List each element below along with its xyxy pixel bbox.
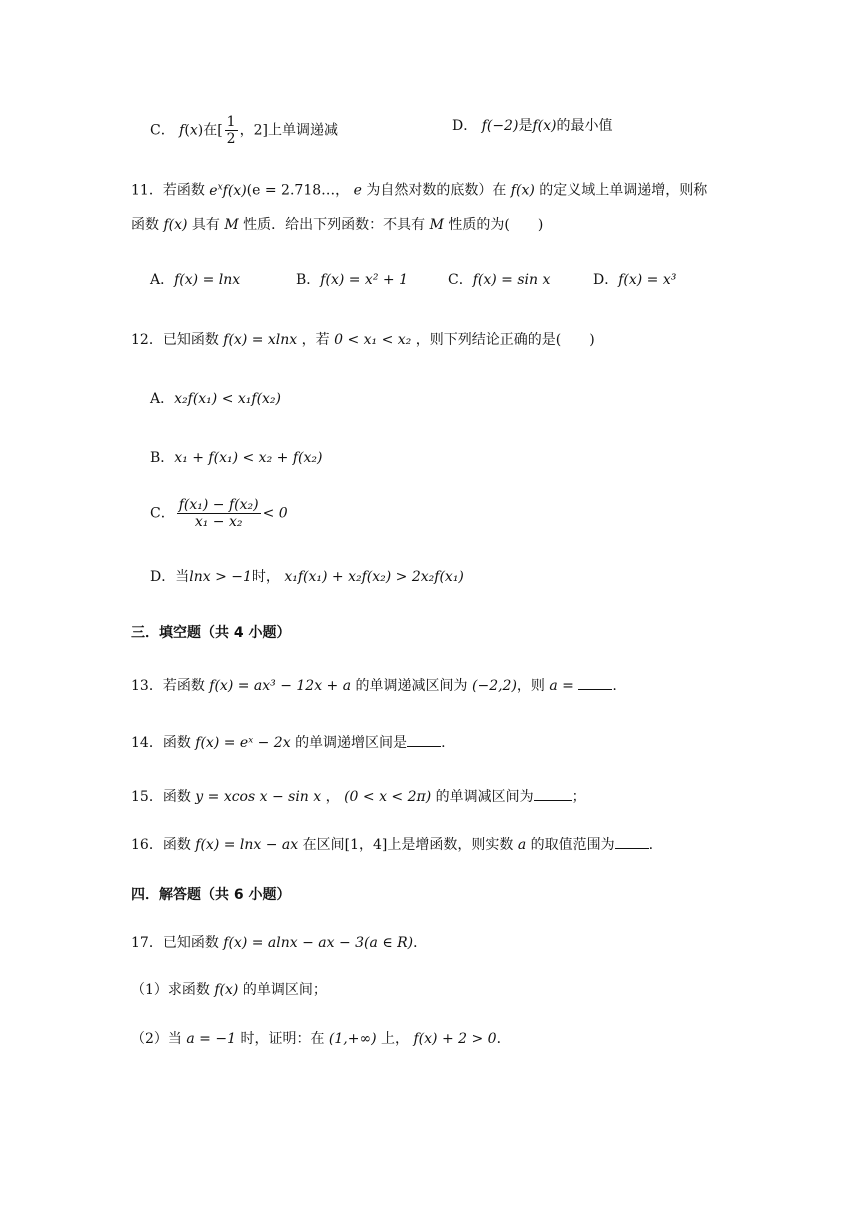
text: 的定义域上单调递增，则称 xyxy=(539,182,708,199)
q11-option-a xyxy=(150,270,240,290)
text: . xyxy=(612,678,617,694)
q11-option-d xyxy=(593,270,676,290)
q14 xyxy=(131,733,446,753)
math-expression: x₁ + f(x₁) < x₂ + f(x₂) xyxy=(174,450,323,466)
math-expression: f(x) xyxy=(163,217,188,233)
math-expression: f(−2) xyxy=(481,118,519,134)
math-expression: a = xyxy=(549,678,574,694)
fraction-numerator: 1 xyxy=(226,114,236,130)
text: . xyxy=(441,735,446,751)
math-a: a xyxy=(517,837,527,853)
q17-part-1 xyxy=(131,980,327,1000)
option-label: D． xyxy=(593,272,619,288)
q13 xyxy=(131,676,617,696)
text: 的取值范围为 xyxy=(530,837,615,853)
question-number: 15． xyxy=(131,789,163,805)
option-label: C． xyxy=(448,272,473,288)
q12-stem xyxy=(131,330,595,350)
q17-stem xyxy=(131,933,427,953)
fraction xyxy=(177,497,261,530)
text: ，2]上单调递减 xyxy=(239,122,338,139)
option-label: A． xyxy=(150,272,175,288)
text: 的单调递增区间是 xyxy=(295,735,408,751)
math-expression: (1,+∞) xyxy=(328,1031,377,1047)
question-number: 17． xyxy=(131,935,163,951)
fraction-one-half xyxy=(225,114,238,147)
math-x: x xyxy=(189,122,198,139)
text: 若函数 xyxy=(162,182,205,199)
text: （1）求函数 xyxy=(131,982,210,998)
text: 的最小值 xyxy=(556,118,613,134)
text: . xyxy=(648,837,654,853)
fraction-numerator: f(x₁) − f(x₂) xyxy=(178,497,259,513)
text: 的单调减区间为 xyxy=(435,789,534,805)
section-heading-solutions: 四．解答题（共 6 小题） xyxy=(131,887,291,903)
math-m: M xyxy=(429,217,444,233)
fraction-denominator: x₁ − x₂ xyxy=(194,514,243,530)
q11-option-b xyxy=(296,270,408,290)
math-expression: f(x) = lnx xyxy=(174,272,241,288)
math-expression: f(x) = x³ xyxy=(618,272,677,288)
text: 性质．给出下列函数：不具有 xyxy=(243,217,426,233)
option-label: A． xyxy=(150,391,175,407)
q11-line-2 xyxy=(131,215,543,235)
text: 函数 xyxy=(131,217,159,233)
text: 具有 xyxy=(191,217,220,233)
question-number: 11． xyxy=(131,182,163,199)
text: 当 xyxy=(175,569,190,585)
q12-option-c xyxy=(150,497,288,530)
question-number: 14． xyxy=(131,735,163,751)
answer-blank[interactable] xyxy=(615,836,649,849)
text: ； xyxy=(571,789,586,805)
question-number: 16． xyxy=(131,837,163,853)
q12-option-b xyxy=(150,448,322,468)
math-expression: (−2,2) xyxy=(472,678,517,694)
math-f: f xyxy=(179,122,185,139)
math-expression: x₁f(x₁) + x₂f(x₂) > 2x₂f(x₁) xyxy=(284,569,464,585)
math-expression: f(x) = sin x xyxy=(472,272,551,288)
q11-line-1 xyxy=(131,177,707,201)
q12-option-d xyxy=(150,567,464,587)
text: 已知函数 xyxy=(162,935,219,951)
math-expression: y = xcos x − sin x xyxy=(195,789,322,805)
math-expression: a = −1 xyxy=(186,1031,236,1047)
text: （2）当 xyxy=(131,1031,182,1047)
q15 xyxy=(131,787,586,807)
text: ，若 xyxy=(301,332,330,348)
math-expression: f(x) = x² + 1 xyxy=(320,272,408,288)
q16 xyxy=(131,835,653,855)
text: 在[ xyxy=(203,122,223,139)
text: 时， xyxy=(251,569,280,585)
math-expression: f(x) = eˣ − 2x xyxy=(195,735,291,751)
question-number: 12． xyxy=(131,332,163,348)
option-label: C． xyxy=(150,505,175,522)
text: ， xyxy=(325,789,340,805)
math-expression: < 0 xyxy=(262,505,288,522)
text: 的单调区间； xyxy=(242,982,327,998)
option-label: B． xyxy=(296,272,321,288)
math-e: e xyxy=(353,182,362,199)
text: 若函数 xyxy=(162,678,205,694)
answer-blank[interactable] xyxy=(578,677,612,690)
q10-option-d xyxy=(452,116,612,136)
q17-part-2 xyxy=(131,1029,511,1049)
q12-option-a xyxy=(150,389,281,409)
text: ． xyxy=(496,1031,511,1047)
q10-option-c: C． f(x)在[ $\frac{1}{2}$ ，2]上单调递减 xyxy=(150,114,338,147)
math-expression: $e^xf(x)$ xyxy=(209,182,247,199)
math-expression: f(x) xyxy=(214,982,239,998)
text: 上， xyxy=(381,1031,410,1047)
option-label: D． xyxy=(452,118,478,134)
math-expression: f(x) xyxy=(532,118,557,134)
text: 函数 xyxy=(162,837,191,853)
text: 的单调递减区间为 xyxy=(355,678,468,694)
section-heading-fill-in: 三．填空题（共 4 小题） xyxy=(131,625,291,641)
text: ，则 xyxy=(516,678,545,694)
text: ． xyxy=(413,935,428,951)
math-expression: f(x) = alnx − ax − 3(a ∈ R) xyxy=(223,935,414,951)
math-expression: f(x) = lnx − ax xyxy=(195,837,299,853)
text: 函数 xyxy=(162,789,191,805)
text: 函数 xyxy=(162,735,191,751)
text: 为自然对数的底数）在 xyxy=(366,182,507,199)
math-expression: 0 < x₁ < x₂ xyxy=(334,332,412,348)
text: 是 xyxy=(518,118,533,134)
text: 性质的为( ) xyxy=(448,217,544,233)
text: 在区间[1，4]上是增函数，则实数 xyxy=(302,837,514,853)
answer-blank[interactable] xyxy=(534,788,572,801)
option-label: C． xyxy=(150,122,175,139)
text: 已知函数 xyxy=(162,332,219,348)
text: 时，证明：在 xyxy=(240,1031,325,1047)
text: (e = 2.718…， xyxy=(246,182,350,199)
math-expression: x₂f(x₁) < x₁f(x₂) xyxy=(174,391,281,407)
math-expression: f(x) = ax³ − 12x + a xyxy=(209,678,352,694)
answer-blank[interactable] xyxy=(407,734,441,747)
option-label: B． xyxy=(150,450,175,466)
q11-option-c xyxy=(448,270,550,290)
math-m: M xyxy=(224,217,239,233)
math-expression: (0 < x < 2π) xyxy=(344,789,432,805)
math-expression: f(x) = xlnx xyxy=(223,332,298,348)
question-number: 13． xyxy=(131,678,163,694)
option-label: D． xyxy=(150,569,176,585)
math-expression: f(x) xyxy=(510,182,535,199)
text: ，则下列结论正确的是( ) xyxy=(415,332,595,348)
math-expression: lnx > −1 xyxy=(189,569,252,585)
math-expression: f(x) + 2 > 0 xyxy=(413,1031,497,1047)
fraction-denominator: 2 xyxy=(226,131,236,147)
